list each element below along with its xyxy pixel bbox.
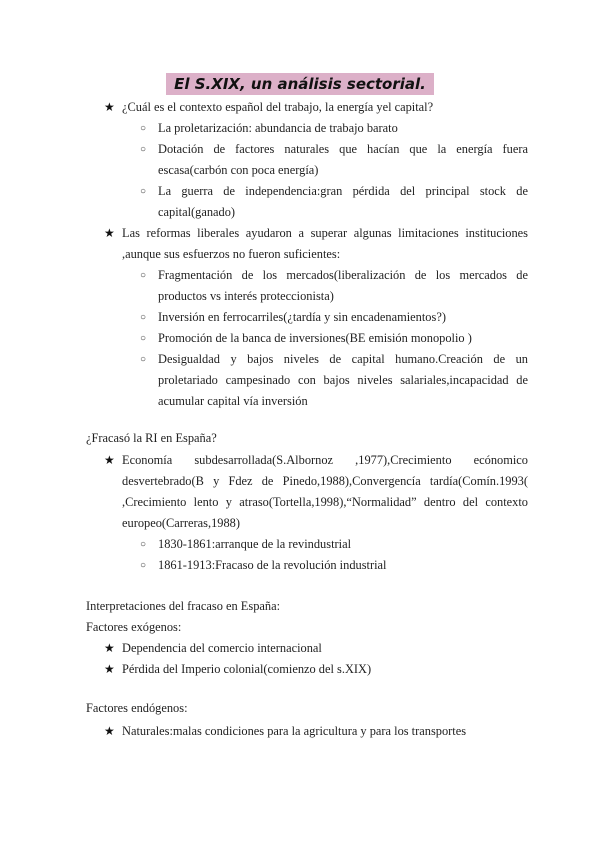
sub-list-item: Promoción de la banca de inversiones(BE emisión monopolio ): [158, 331, 472, 345]
sub-list-item: 1861-1913:Fracaso de la revolución industrial: [158, 558, 387, 572]
list-item: Pérdida del Imperio colonial(comienzo del s.XIX): [122, 662, 372, 676]
circle-bullet: ○: [140, 123, 147, 134]
star-bullet: ★: [104, 641, 115, 655]
circle-bullet: ○: [140, 186, 147, 197]
list-item: Naturales:malas condiciones para la agricultura y para los transportes: [122, 724, 467, 738]
sub-list-item: Fragmentación de los mercados(liberalización de los mercados de productos vs interés proteccionista): [158, 268, 528, 303]
list-item: Economía subdesarrollada(S.Albornoz ,1977),Crecimiento ecónomico desvertebrado(B y Fdez de Pinedo,1988),Convergencía tardía(Comín.1993( ,Crecimiento lento y atraso(Tortella,1998),“Normalidad” dentro del contexto europeo(Carreras,1988): [122, 453, 528, 530]
list-item: ¿Cuál es el contexto español del trabajo, la energía yel capital?: [122, 100, 434, 114]
star-bullet: ★: [104, 453, 115, 467]
circle-bullet: ○: [140, 539, 147, 550]
circle-bullet: ○: [140, 560, 147, 571]
sub-list-item: Desigualdad y bajos niveles de capital humano.Creación de un proletariado campesinado con bajos niveles salariales,incapacidad de acumular capital vía inversión: [158, 352, 528, 408]
sub-list-item: 1830-1861:arranque de la revindustrial: [158, 537, 352, 551]
star-bullet: ★: [104, 724, 115, 738]
title-container: [0, 73, 600, 95]
star-bullet: ★: [104, 662, 115, 676]
section-heading: ¿Fracasó la RI en España?: [86, 431, 217, 445]
star-bullet: ★: [104, 100, 115, 114]
sub-list-item: La proletarización: abundancia de trabajo barato: [158, 121, 398, 135]
circle-bullet: ○: [140, 270, 147, 281]
circle-bullet: ○: [140, 354, 147, 365]
star-bullet: ★: [104, 226, 115, 240]
sub-list-item: Inversión en ferrocarriles(¿tardía y sin encadenamientos?): [158, 310, 446, 324]
sub-list-item: Dotación de factores naturales que hacían que la energía fuera escasa(carbón con poca energía): [158, 142, 528, 177]
section-heading: Interpretaciones del fracaso en España:: [86, 599, 281, 613]
circle-bullet: ○: [140, 333, 147, 344]
section-subheading: Factores exógenos:: [86, 620, 182, 634]
sub-list-item: La guerra de independencia:gran pérdida del principal stock de capital(ganado): [158, 184, 528, 219]
list-item: Las reformas liberales ayudaron a superar algunas limitaciones instituciones ,aunque sus esfuerzos no fueron suficientes:: [122, 226, 528, 261]
circle-bullet: ○: [140, 312, 147, 323]
circle-bullet: ○: [140, 144, 147, 155]
list-item: Dependencia del comercio internacional: [122, 641, 322, 655]
section-heading: Factores endógenos:: [86, 701, 188, 715]
page-title: El S.XIX, un análisis sectorial.: [166, 73, 434, 95]
